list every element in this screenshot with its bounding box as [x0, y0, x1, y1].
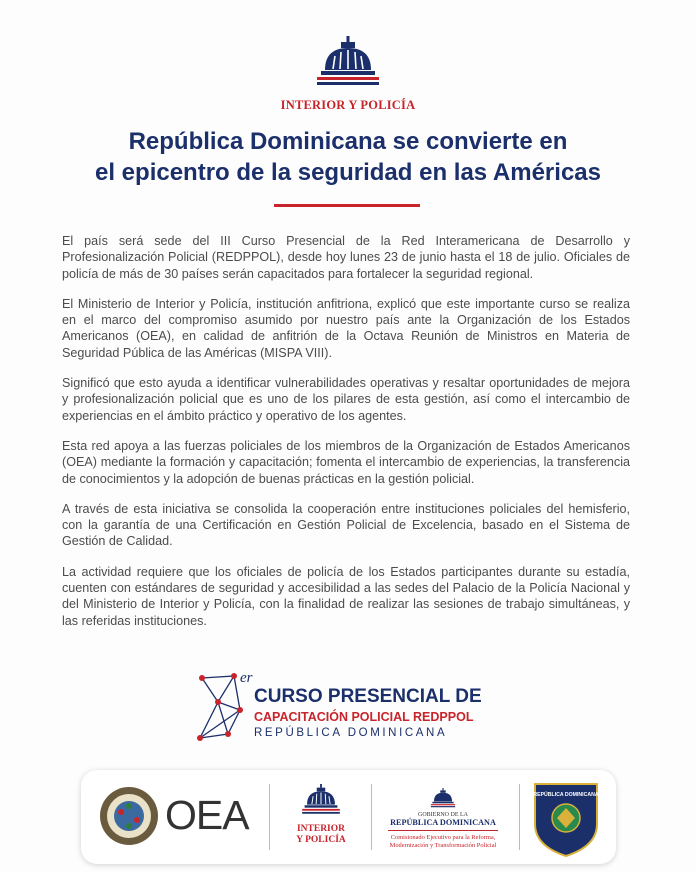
- org-name: INTERIOR Y POLICÍA: [280, 98, 416, 112]
- divider: [519, 784, 520, 850]
- commission-line-1: Comisionado Ejecutivo para la Reforma,: [390, 834, 496, 841]
- paragraph: El país será sede del III Curso Presencial de la Red Interamericana de Desarrollo y Profesionalización Policial (REDPPOL), desde hoy lunes 23 de junio hasta el 18 de julio. Oficiales de policía de más de 30 países serán capacitados para fortalecer la seguridad regional.: [62, 234, 630, 281]
- gov-small-label: GOBIERNO DE LA: [418, 812, 468, 818]
- title-line-2: el epicentro de la seguridad en las Américas: [95, 159, 601, 186]
- gov-divider: [388, 830, 498, 831]
- course-ordinal: er: [240, 670, 253, 686]
- paragraph: La actividad requiere que los oficiales de policía de los Estados participantes durante su estadía, cuenten con estándares de seguridad y accesibilidad a las sedes del Palacio de la Policía Nacional y del Ministerio de Interior y Policía, con la finalidad de realizar las sesiones de trabajo simultáneas, y las referidas instituciones.: [62, 564, 630, 628]
- interior-policia-logo: [0, 36, 696, 113]
- paragraph: A través de esta iniciativa se consolida la cooperación entre instituciones policiales del hemisferio, con la garantía de una Certificación en Gestión Policial de Excelencia, basado en el Sistema de Gestión de Calidad.: [62, 501, 630, 549]
- article-title: [40, 126, 656, 188]
- partner-logos-bar: [81, 770, 616, 864]
- article-body: [62, 233, 630, 643]
- government-commission-logo: [373, 788, 513, 850]
- commission-line-2: Modernización y Transformación Policial: [389, 842, 497, 849]
- paragraph: Esta red apoya a las fuerzas policiales de los miembros de la Organización de Estados Americanos (OEA) mediante la formación y capacitación; fomenta el intercambio de experiencias, la transferencia de conocimientos y la adopción de buenas prácticas en la gestión policial.: [62, 438, 630, 486]
- oea-seal-icon: [99, 786, 159, 846]
- police-badge-icon: [531, 778, 601, 858]
- gov-name: REPÚBLICA DOMINICANA: [390, 818, 496, 827]
- paragraph: El Ministerio de Interior y Policía, institución anfitriona, explicó que este importante curso se realiza en el marco del compromiso asumido por nuestro país ante la Organización de los Estados Americanos (OEA), en calidad de anfitrión de la Octava Reunión de Ministros en Materia de Seguridad Pública de las Américas (MISPA VIII).: [62, 296, 630, 360]
- title-line-1: República Dominicana se convierte en: [128, 128, 568, 155]
- badge-text: REPÚBLICA DOMINICANA: [533, 792, 599, 798]
- course-line-2: CAPACITACIÓN POLICIAL REDPPOL: [254, 710, 474, 724]
- course-logo: [194, 668, 514, 746]
- divider: [269, 784, 270, 850]
- dome-icon: [301, 784, 341, 818]
- paragraph: Significó que esto ayuda a identificar vulnerabilidades operativas y resaltar oportunidades de mejora y profesionalización policial que es uno de los pilares de esta gestión, así como el intercambio de experiencias en el ámbito práctico y operativo de los agentes.: [62, 376, 630, 423]
- title-divider: [274, 204, 420, 207]
- dome-icon: [317, 36, 379, 92]
- ip-line-1: INTERIOR: [296, 824, 346, 834]
- oea-label: OEA: [165, 792, 249, 838]
- interior-policia-label: [289, 824, 353, 846]
- ip-line-2: Y POLICÍA: [296, 835, 346, 845]
- dome-icon: [430, 788, 456, 810]
- divider: [371, 784, 372, 850]
- course-line-3: REPÚBLICA DOMINICANA: [254, 727, 448, 739]
- course-line-1: CURSO PRESENCIAL DE: [254, 686, 482, 707]
